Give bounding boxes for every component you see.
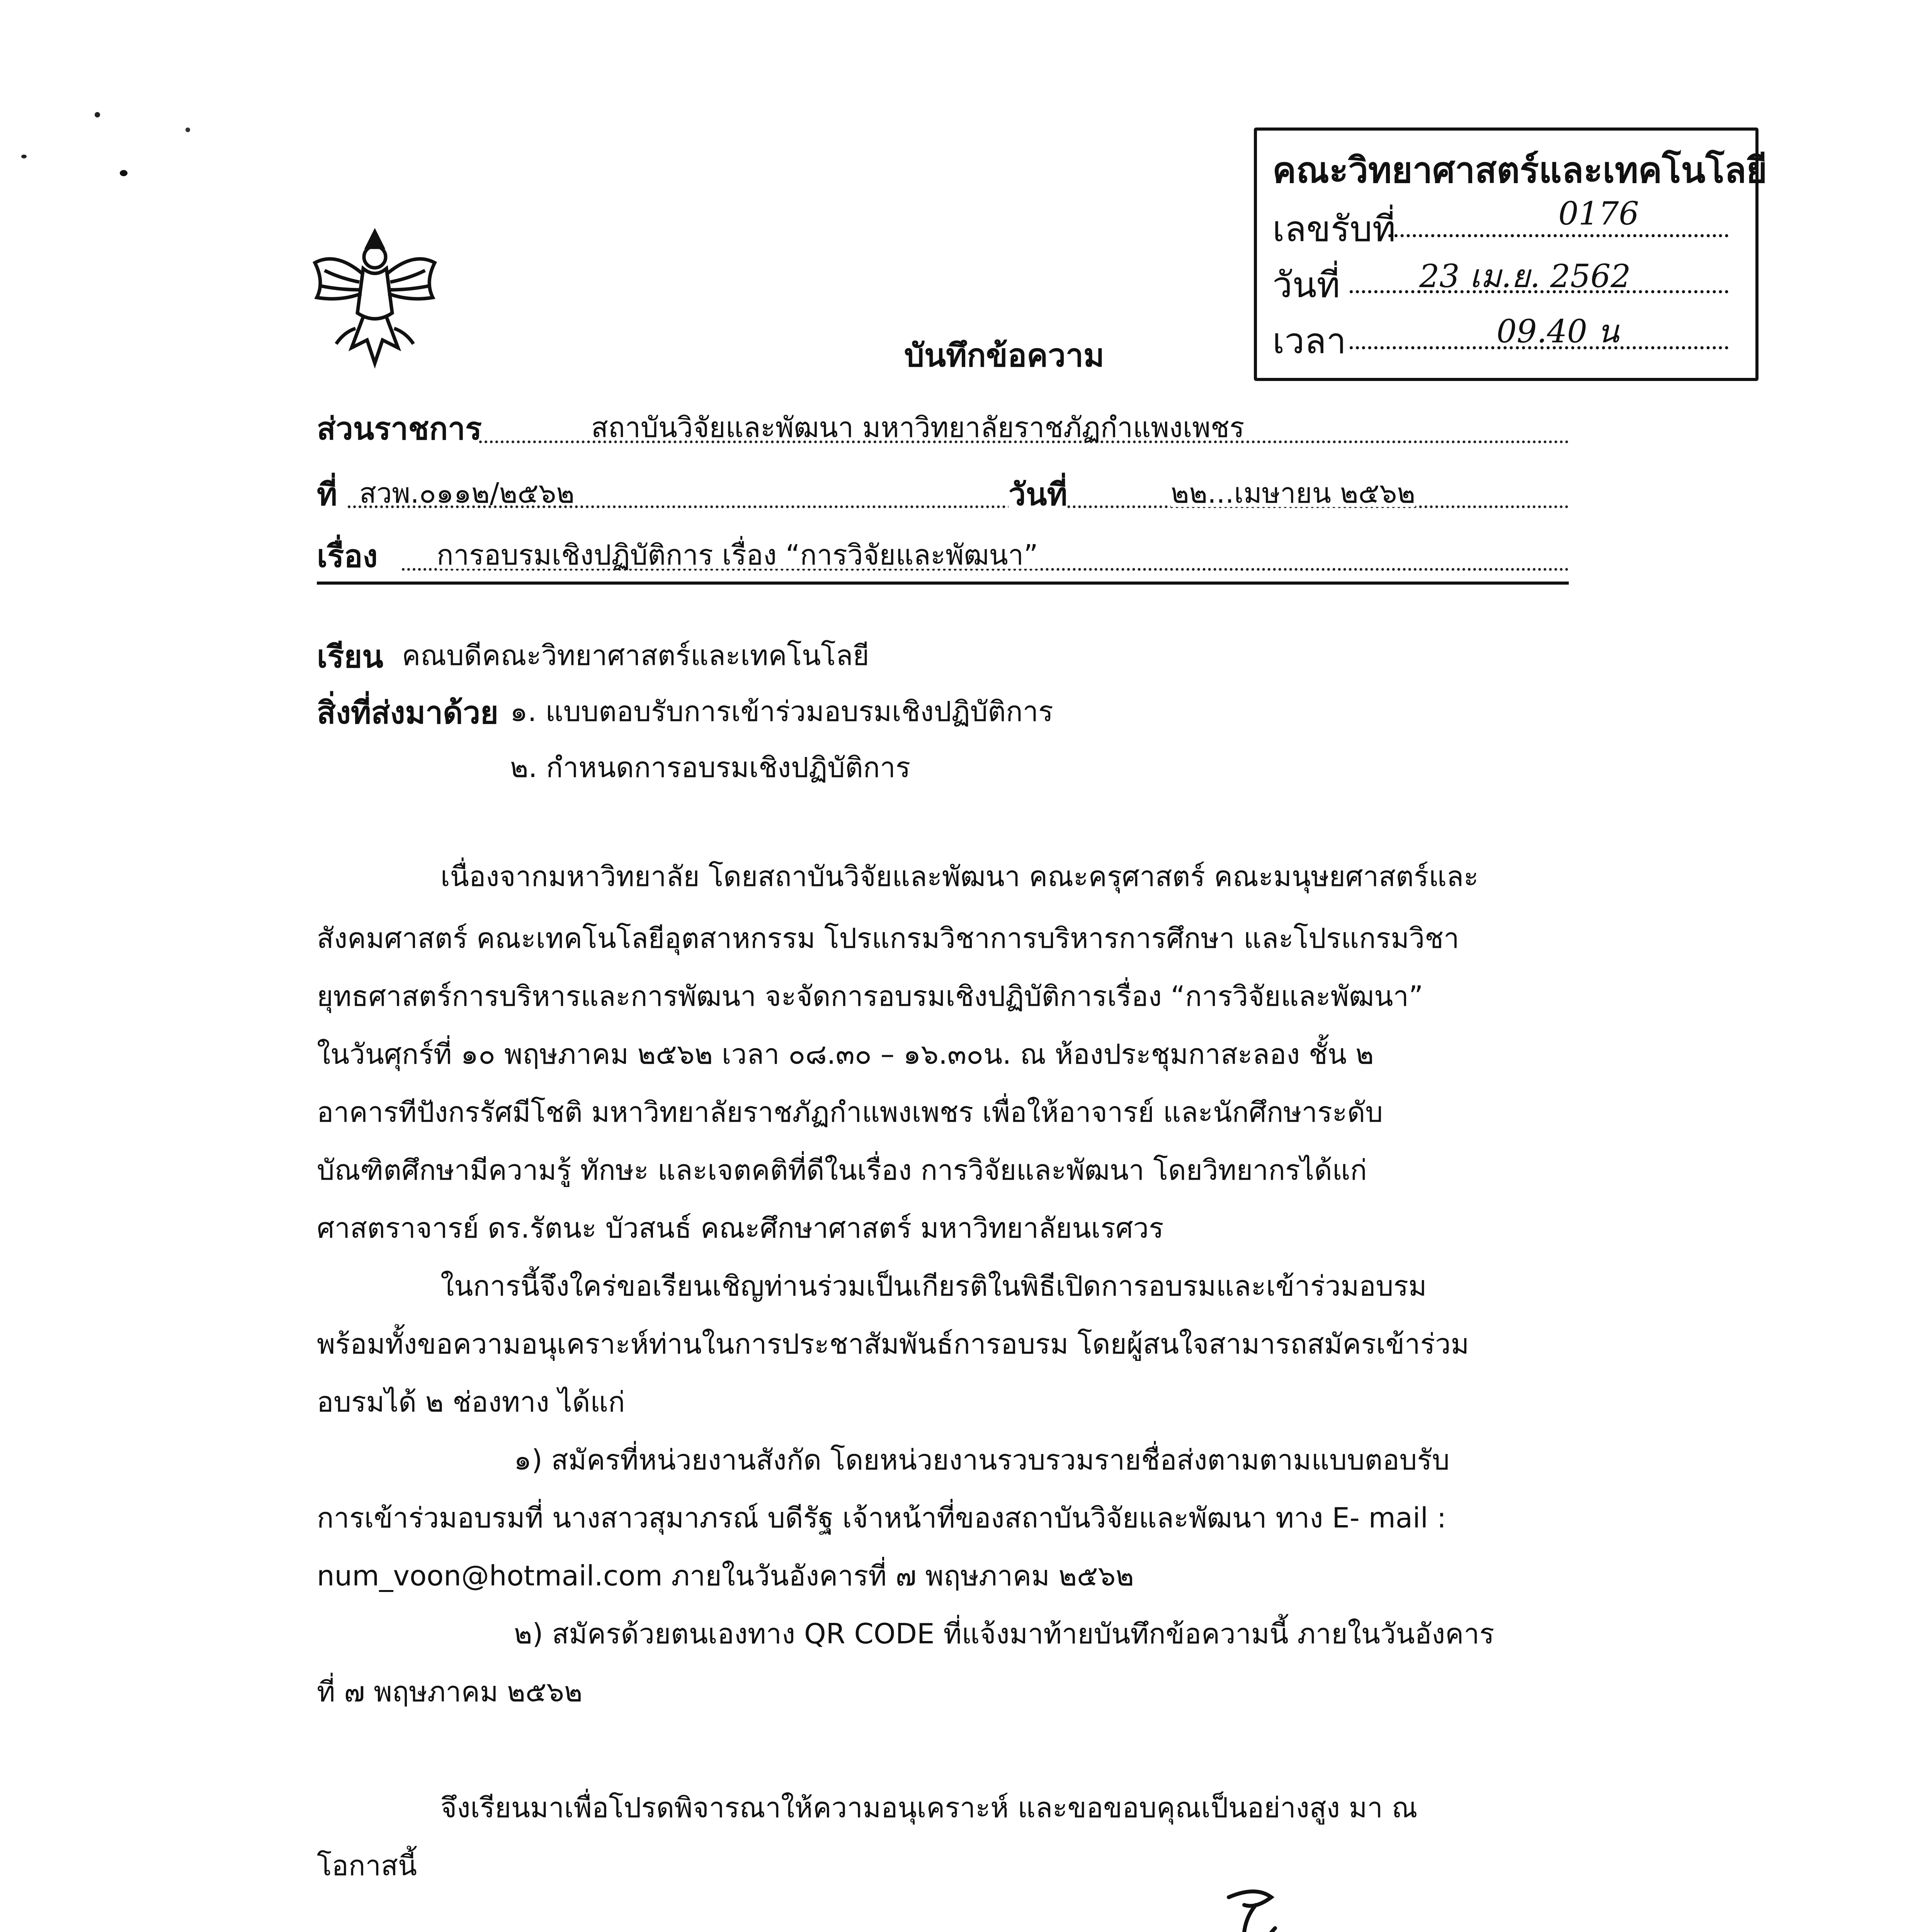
stamp-time-label: เวลา (1272, 320, 1347, 362)
stamp-date-label: วันที่ (1272, 264, 1340, 306)
body-line: ๒) สมัครด้วยตนเองทาง QR CODE ที่แจ้งมาท้ายบันทึกข้อความนี้ ภายในวันอังคาร (514, 1617, 1495, 1650)
body-line: พร้อมทั้งขอความอนุเคราะห์ท่านในการประชาสัมพันธ์การอบรม โดยผู้สนใจสามารถสมัครเข้าร่วม (317, 1328, 1469, 1360)
body-line: ๑) สมัครที่หน่วยงานสังกัด โดยหน่วยงานรวบรวมรายชื่อส่งตามตามแบบตอบรับ (514, 1444, 1450, 1476)
scan-speck (120, 170, 128, 176)
body-line: ในวันศุกร์ที่ ๑๐ พฤษภาคม ๒๕๖๒ เวลา ๐๘.๓๐ – ๑๖.๓๐น. ณ ห้องประชุมกาสะลอง ชั้น ๒ (317, 1038, 1374, 1070)
body-line: บัณฑิตศึกษามีความรู้ ทักษะ และเจตคติที่ดีในเรื่อง การวิจัยและพัฒนา โดยวิทยากรได้แก่ (317, 1154, 1367, 1186)
body-line: การเข้าร่วมอบรมที่ นางสาวสุมาภรณ์ บดีรัฐ เจ้าหน้าที่ของสถาบันวิจัยและพัฒนา ทาง E- mail : (317, 1502, 1446, 1534)
body-line: ศาสตราจารย์ ดร.รัตนะ บัวสนธ์ คณะศึกษาศาสตร์ มหาวิทยาลัยนเรศวร (317, 1212, 1164, 1244)
memo-no-label: ที่ (317, 476, 337, 512)
garuda-emblem-icon (309, 216, 440, 371)
body-line: num_voon@hotmail.com ภายในวันอังคารที่ ๗ พฤษภาคม ๒๕๖๒ (317, 1560, 1134, 1592)
enclosure-label: สิ่งที่ส่งมาด้วย (317, 695, 498, 731)
dept-label: ส่วนราชการ (317, 411, 482, 447)
body-line: เนื่องจากมหาวิทยาลัย โดยสถาบันวิจัยและพัฒนา คณะครุศาสตร์ คณะมนุษยศาสตร์และ (440, 860, 1479, 893)
stamp-recv-value: 0176 (1558, 196, 1639, 232)
scan-speck (95, 112, 100, 117)
scan-speck (185, 128, 190, 132)
body-line: ยุทธศาสตร์การบริหารและการพัฒนา จะจัดการอบรมเชิงปฏิบัติการเรื่อง “การวิจัยและพัฒนา” (317, 980, 1423, 1012)
body-line: จึงเรียนมาเพื่อโปรดพิจารณาให้ความอนุเคราะห์ และขอขอบคุณเป็นอย่างสูง มา ณ (440, 1791, 1418, 1824)
body-line: โอกาสนี้ (317, 1849, 417, 1882)
body-line: สังคมศาสตร์ คณะเทคโนโลยีอุตสาหกรรม โปรแกรมวิชาการบริหารการศึกษา และโปรแกรมวิชา (317, 922, 1459, 954)
body-line: ที่ ๗ พฤษภาคม ๒๕๖๒ (317, 1675, 583, 1708)
body-line: อบรมได้ ๒ ช่องทาง ได้แก่ (317, 1386, 625, 1418)
subject-label: เรื่อง (317, 538, 378, 574)
enclosure-2: ๒. กำหนดการอบรมเชิงปฏิบัติการ (510, 751, 911, 784)
dept-value: สถาบันวิจัยและพัฒนา มหาวิทยาลัยราชภัฏกำแพงเพชร (591, 411, 1245, 444)
to-value: คณบดีคณะวิทยาศาสตร์และเทคโนโลยี (402, 639, 869, 672)
received-stamp (1254, 128, 1767, 381)
body-line: อาคารทีปังกรรัศมีโชติ มหาวิทยาลัยราชภัฏกำแพงเพชร เพื่อให้อาจารย์ และนักศึกษาระดับ (317, 1096, 1383, 1128)
stamp-org: คณะวิทยาศาสตร์และเทคโนโลยี (1272, 150, 1767, 191)
stamp-recv-label: เลขรับที่ (1272, 208, 1396, 250)
director-signature (1179, 1882, 1341, 1932)
memo-no-value: สวพ.๐๑๑๒/๒๕๖๒ (359, 477, 575, 509)
body-line: ในการนี้จึงใคร่ขอเรียนเชิญท่านร่วมเป็นเกียรติในพิธีเปิดการอบรมและเข้าร่วมอบรม (440, 1270, 1427, 1302)
stamp-date-value: 23 เม.ย. 2562 (1419, 258, 1631, 295)
enclosure-1: ๑. แบบตอบรับการเข้าร่วมอบรมเชิงปฏิบัติการ (510, 695, 1053, 728)
scan-speck (21, 155, 27, 158)
memo-date-label: วันที่ (1009, 476, 1068, 512)
memo-date-value: ๒๒...เมษายน ๒๕๖๒ (1171, 477, 1415, 509)
header-divider (317, 582, 1569, 585)
subject-value: การอบรมเชิงปฏิบัติการ เรื่อง “การวิจัยและพัฒนา” (437, 539, 1038, 571)
to-label: เรียน (317, 639, 383, 675)
stamp-time-value: 09.40 น (1497, 313, 1619, 350)
memo-title: บันทึกข้อความ (904, 337, 1105, 374)
